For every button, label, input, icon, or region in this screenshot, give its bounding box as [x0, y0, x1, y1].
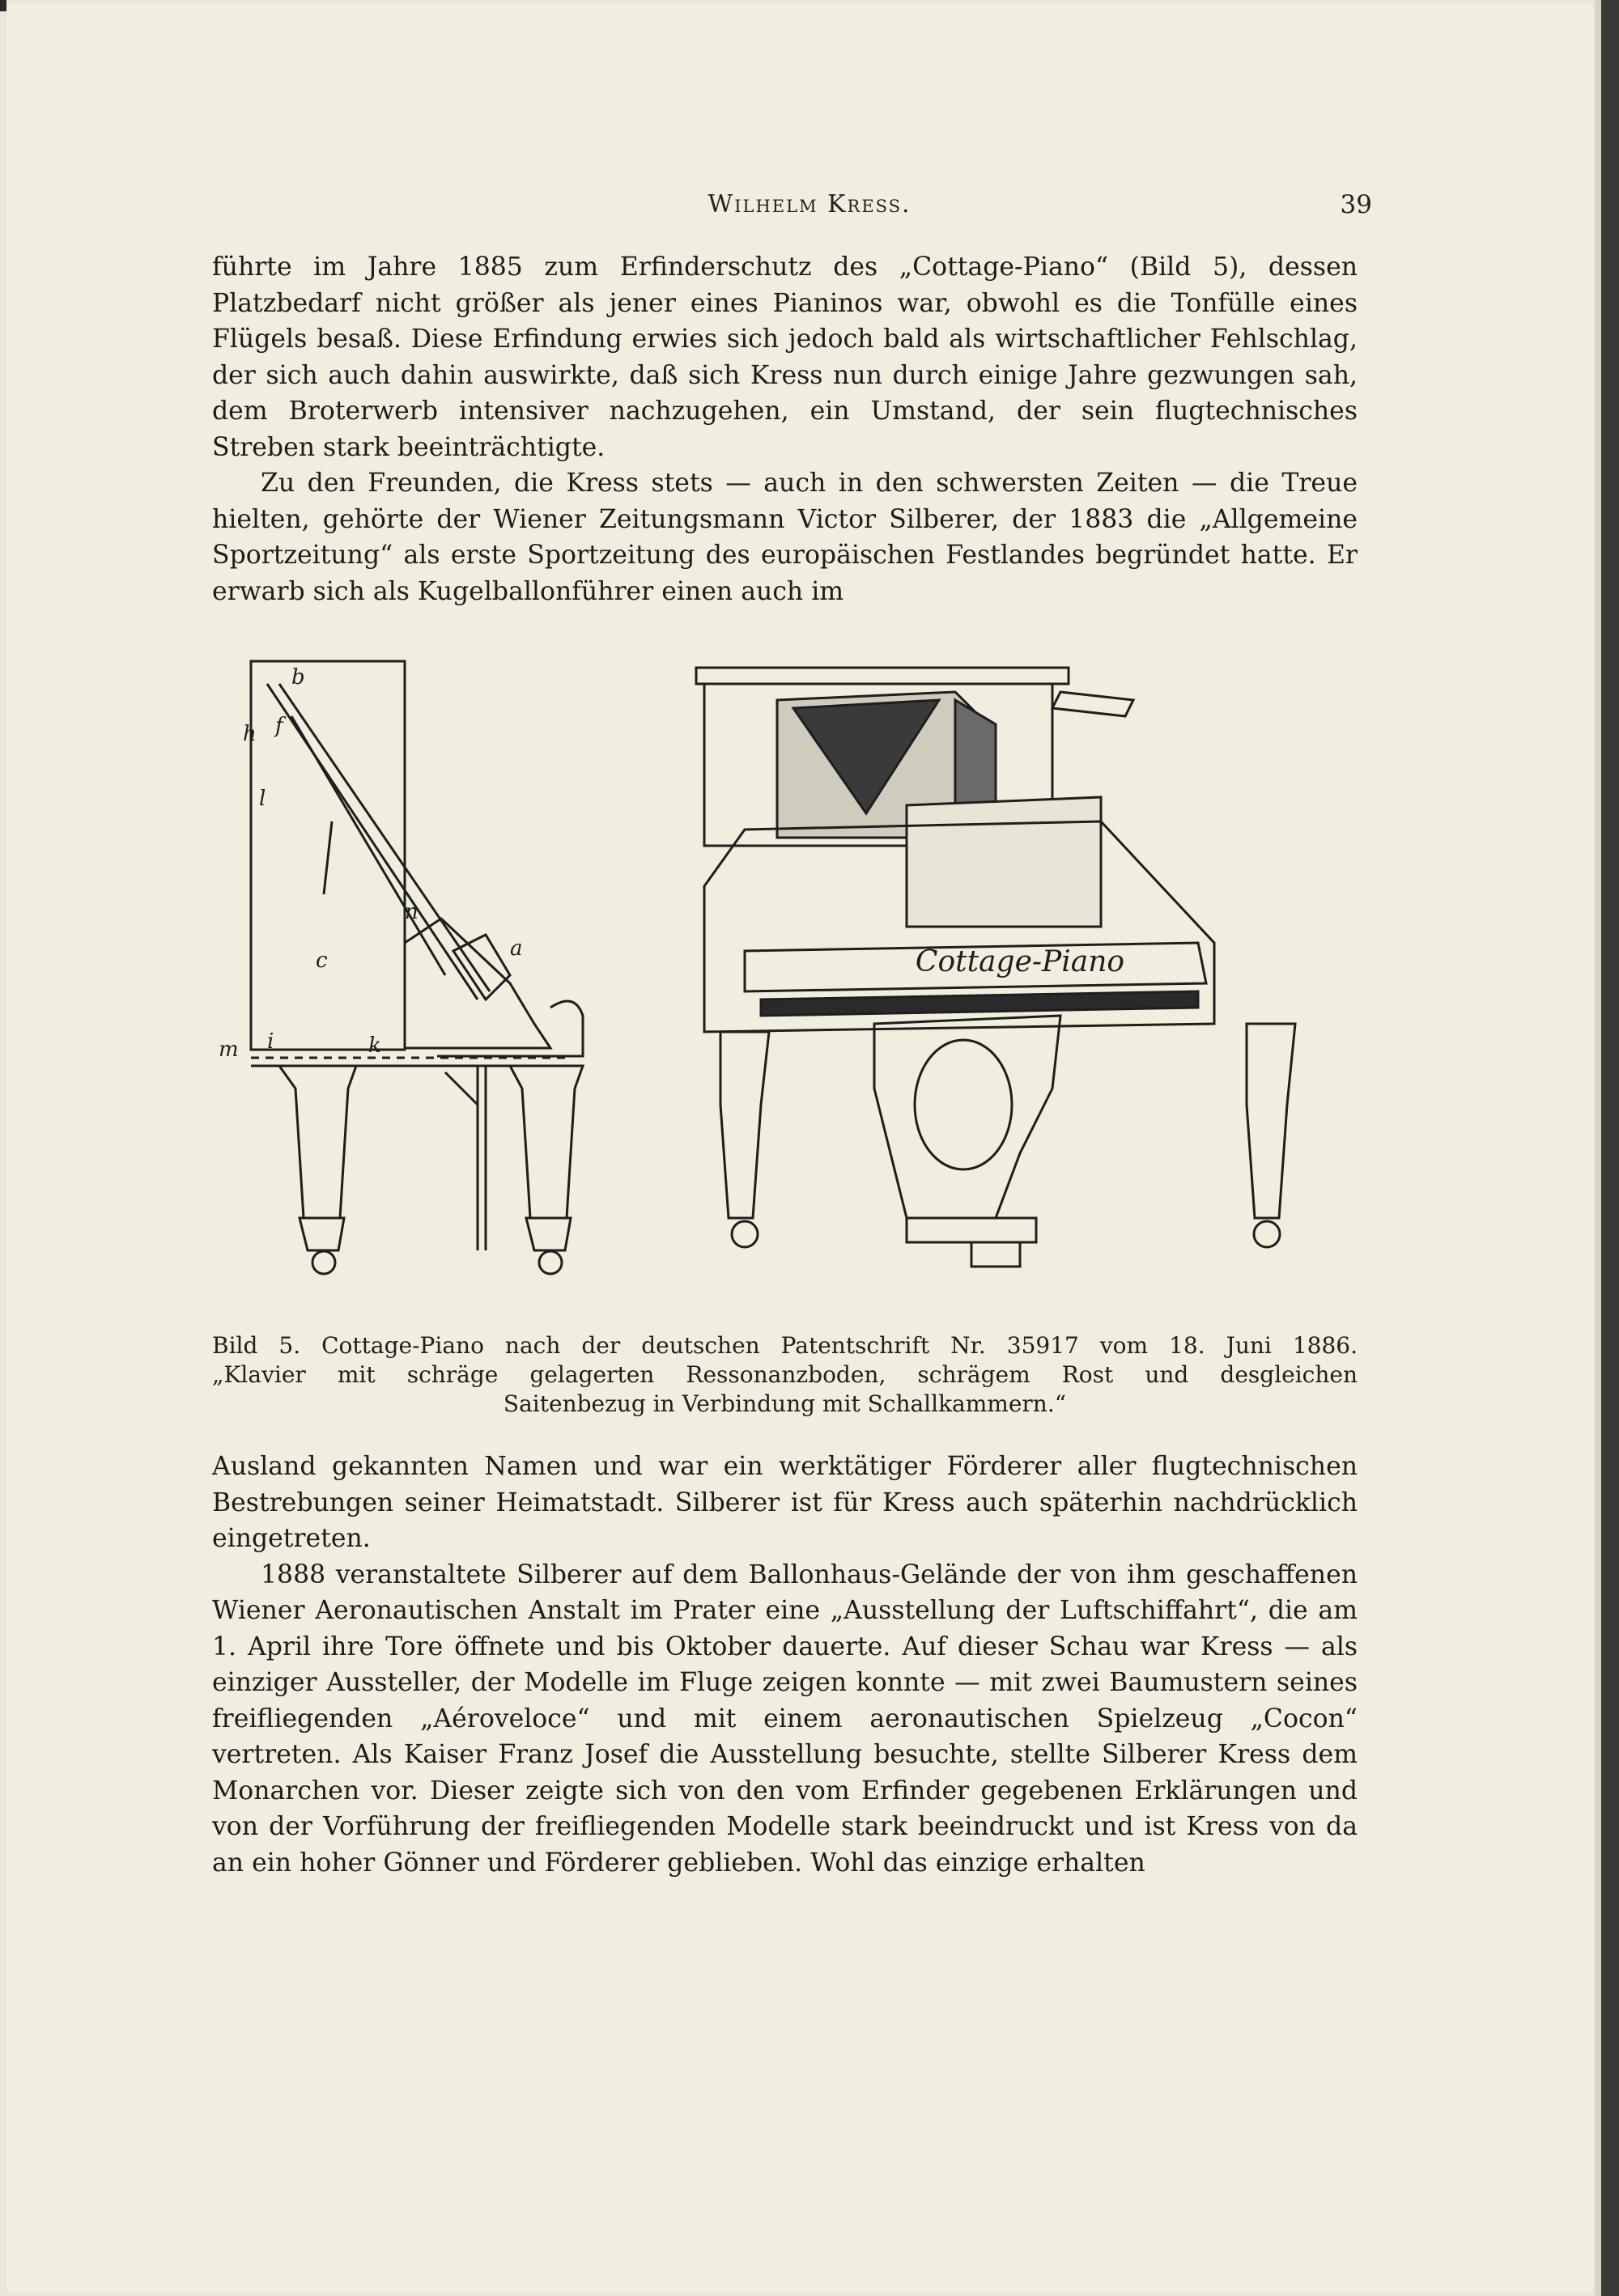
svg-text:h: h	[243, 722, 257, 746]
page-edge	[1595, 0, 1601, 2296]
piano-illustration	[219, 651, 1328, 1323]
svg-text:m: m	[219, 1038, 239, 1062]
svg-text:f: f	[275, 714, 283, 738]
paragraph: Zu den Freunden, die Kress stets — auch in den schwersten Zeiten — die Treue hielten, gehörte der Wiener Zeitungsmann Victor Silberer, der 1883 die „Allgemeine Sportzeitung“ als erste Sportzeitung des europäischen Festlandes begründet hatte. Er erwarb sich als Kugelballonführer einen auch im	[212, 469, 1358, 606]
svg-text:k: k	[368, 1033, 381, 1058]
svg-text:b: b	[291, 665, 305, 690]
piano-nameboard-label: Cottage-Piano	[915, 945, 1125, 978]
cross-section-diagram	[251, 661, 583, 1274]
figure-cottage-piano	[219, 651, 1328, 1323]
caption-line: Saitenbezug in Verbindung mit Schallkammern.“	[503, 1390, 1067, 1417]
svg-text:c: c	[316, 949, 328, 973]
svg-text:l: l	[259, 787, 266, 811]
paragraph: Ausland gekannten Namen und war ein werktätiger Förderer aller flugtechnischen Bestrebungen seiner Heimatstadt. Silberer ist für Kress auch späterhin nachdrücklich eingetreten.	[212, 1452, 1358, 1553]
paragraph: 1888 veranstaltete Silberer auf dem Ballonhaus-Gelände der von ihm geschaffenen Wiener Aeronautischen Anstalt im Prater eine „Ausstellung der Luftschiffahrt“, die am 1. April ihre Tore öffnete und bis Oktober dauerte. Auf dieser Schau war Kress — als einziger Aussteller, der Modelle im Fluge zeigen konnte — mit zwei Baumustern seines freifliegenden „Aéroveloce“ und mit einem aeronautischen Spielzeug „Cocon“ vertreten. Als Kaiser Franz Josef die Ausstellung besuchte, stellte Silberer Kress dem Monarchen vor. Dieser zeigte sich von den vom Erfinder gegebenen Erklärungen und von der Vorführung der freifliegenden Modelle stark beeindruckt und ist Kress von da an ein hoher Gönner und Förderer geblieben. Wohl das einzige erhalten	[212, 1560, 1358, 1878]
caption-line: „Klavier mit schräge gelagerten Ressonanzboden, schrägem Rost und desgleichen	[212, 1361, 1358, 1388]
svg-text:n: n	[405, 900, 419, 924]
paragraph: führte im Jahre 1885 zum Erfinderschutz des „Cottage-Piano“ (Bild 5), dessen Platzbedarf nicht größer als jener eines Pianinos war, obwohl es die Tonfülle eines Flügels besaß. Diese Erfindung erwies sich jedoch bald als wirtschaftlicher Fehlschlag, der sich auch dahin auswirkte, daß sich Kress nun durch einige Jahre gezwungen sah, dem Broterwerb intensiver nachzugehen, ein Umstand, der sein flugtechnisches Streben stark beeinträchtigte.	[212, 253, 1358, 462]
svg-text:i: i	[267, 1029, 274, 1054]
figure-caption	[212, 1331, 1358, 1419]
running-title: Wilhelm Kress.	[708, 190, 911, 219]
diagram-letters	[219, 665, 523, 1062]
caption-line: Bild 5. Cottage-Piano nach der deutschen Patentschrift Nr. 35917 vom 18. Juni 1886.	[212, 1332, 1358, 1359]
scan-right-border	[1601, 0, 1619, 2296]
text-block-top	[212, 249, 1358, 609]
svg-text:a: a	[510, 936, 523, 961]
page-number: 39	[1340, 190, 1372, 219]
text-block-bottom	[212, 1449, 1358, 1881]
